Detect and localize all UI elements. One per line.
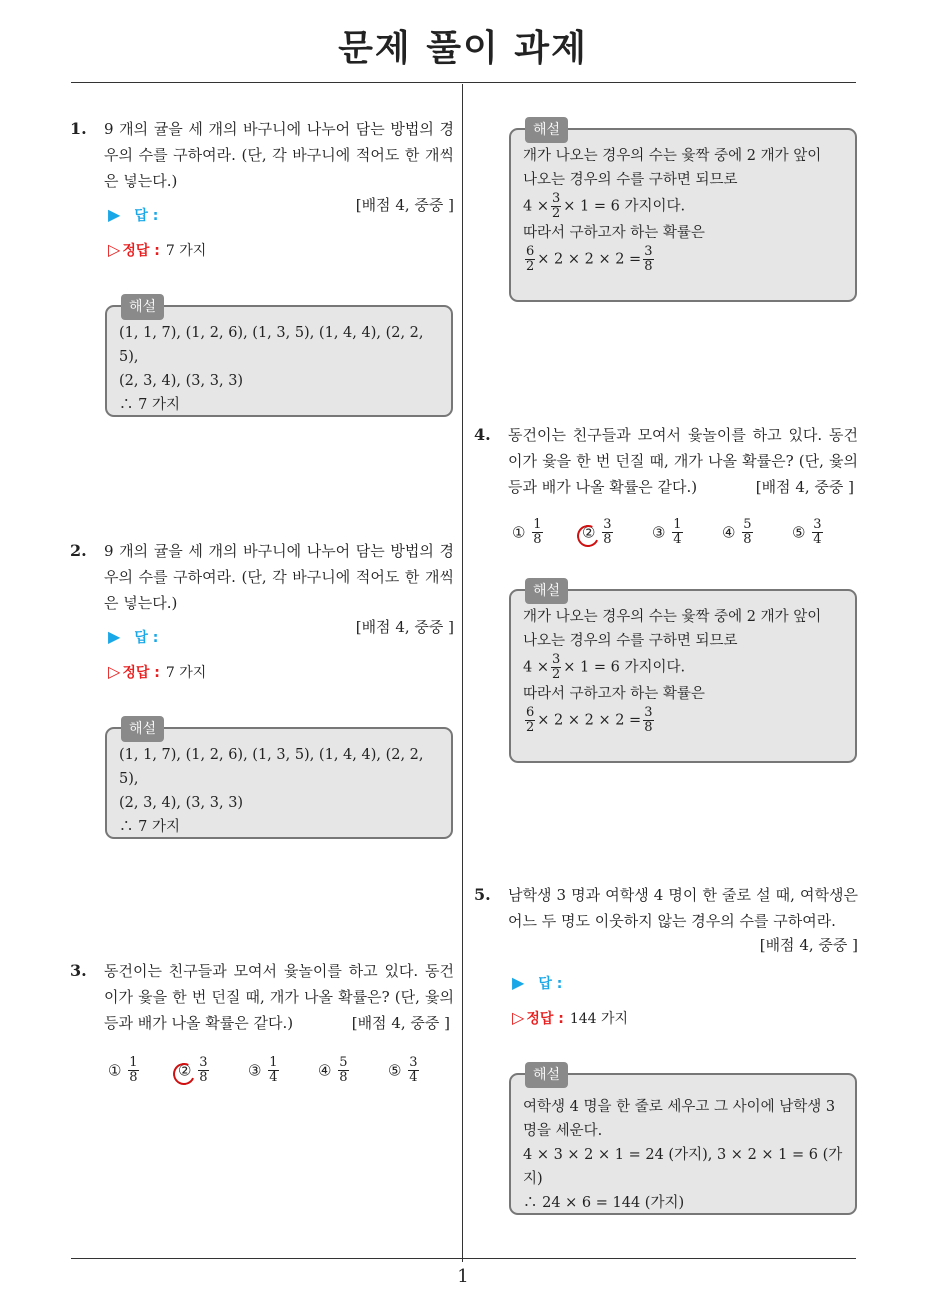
problem-number: 5.	[474, 885, 491, 904]
bottom-rule	[71, 1258, 856, 1259]
choice-5[interactable]: ⑤ $\frac{3}{4}$	[388, 1055, 418, 1085]
play-triangle-icon: ▶	[108, 205, 121, 224]
explanation-tag: 해설	[121, 294, 164, 320]
problem-text: 동건이는 친구들과 모여서 윷놀이를 하고 있다. 동건이가 윷을 한 번 던질 때, 개가 나올 확률은? (단, 윷의 등과 배가 나올 확률은 같다.)	[104, 962, 454, 1032]
explanation-tag: 해설	[525, 1062, 568, 1088]
problem-meta: [배점 4, 중중 ]	[355, 618, 454, 636]
answer-field[interactable]: ▶ 답 :	[512, 973, 563, 992]
problem-meta: [배점 4, 중중 ]	[755, 478, 854, 496]
correct-answer: ▷ 정답 : 7 가지	[108, 662, 207, 681]
selected-circle-mark	[574, 522, 602, 550]
choice-3[interactable]: ③ $\frac{1}{4}$	[652, 517, 682, 547]
problem-meta: [배점 4, 중중 ]	[355, 196, 454, 214]
explanation-box: 해설 (1, 1, 7), (1, 2, 6), (1, 3, 5), (1, 4, 4), (2, 2, 5), (2, 3, 4), (3, 3, 3) ∴ 7 가지	[105, 727, 453, 839]
problem-number: 1.	[70, 119, 87, 138]
explanation-tag: 해설	[525, 578, 568, 604]
explanation-box: 해설 개가 나오는 경우의 수는 윷짝 중에 2 개가 앞이 나오는 경우의 수를 구하면 되므로 4 × $\frac{3}{2}$ × 1 = 6 가지이다. 따라서 구하고자 하는 확률은 $\frac{6}{2}$ × 2 × 2 × 2 = $\frac{3}{8}$	[509, 589, 857, 763]
explanation-box: 해설 개가 나오는 경우의 수는 윷짝 중에 2 개가 앞이 나오는 경우의 수를 구하면 되므로 4 × $\frac{3}{2}$ × 1 = 6 가지이다. 따라서 구하고자 하는 확률은 $\frac{6}{2}$ × 2 × 2 × 2 = $\frac{3}{8}$	[509, 128, 857, 302]
play-triangle-icon: ▶	[512, 973, 525, 992]
problem-meta: [배점 4, 중중 ]	[759, 936, 858, 954]
outline-triangle-icon: ▷	[108, 240, 121, 259]
choice-2[interactable]: ② $\frac{3}{8}$	[582, 518, 615, 547]
outline-triangle-icon: ▷	[512, 1008, 525, 1027]
choice-2[interactable]: ② $\frac{3}{8}$	[178, 1056, 211, 1085]
play-triangle-icon: ▶	[108, 627, 121, 646]
page-title: 문제 풀이 과제	[338, 28, 588, 69]
choice-3[interactable]: ③ $\frac{1}{4}$	[248, 1055, 278, 1085]
outline-triangle-icon: ▷	[108, 662, 121, 681]
selected-circle-mark	[170, 1060, 198, 1088]
column-divider	[462, 84, 463, 1262]
explanation-box: 해설 (1, 1, 7), (1, 2, 6), (1, 3, 5), (1, 4, 4), (2, 2, 5), (2, 3, 4), (3, 3, 3) ∴ 7 가지	[105, 305, 453, 417]
correct-answer: ▷ 정답 : 7 가지	[108, 240, 207, 259]
choice-4[interactable]: ④ $\frac{5}{8}$	[318, 1055, 348, 1085]
explanation-box: 해설 여학생 4 명을 한 줄로 세우고 그 사이에 남학생 3 명을 세운다. 4 × 3 × 2 × 1 = 24 (가지), 3 × 2 × 1 = 6 (가지) ∴ 24 × 6 = 144 (가지)	[509, 1073, 857, 1215]
page-number: 1	[457, 1266, 469, 1287]
answer-field[interactable]: ▶ 답 :	[108, 627, 159, 646]
problem-text: 9 개의 귤을 세 개의 바구니에 나누어 담는 방법의 경우의 수를 구하여라. (단, 각 바구니에 적어도 한 개씩은 넣는다.) [배점 4, 중중 ]	[104, 538, 454, 640]
problem-number: 3.	[70, 961, 87, 980]
choice-1[interactable]: ① $\frac{1}{8}$	[108, 1055, 138, 1085]
problem-meta: [배점 4, 중중 ]	[351, 1014, 450, 1032]
problem-number: 4.	[474, 425, 491, 444]
problem-text: 동건이는 친구들과 모여서 윷놀이를 하고 있다. 동건이가 윷을 한 번 던질 때, 개가 나올 확률은? (단, 윷의 등과 배가 나올 확률은 같다.)	[508, 426, 858, 496]
top-rule	[71, 82, 856, 83]
explanation-tag: 해설	[121, 716, 164, 742]
choice-4[interactable]: ④ $\frac{5}{8}$	[722, 517, 752, 547]
choice-1[interactable]: ① $\frac{1}{8}$	[512, 517, 542, 547]
correct-answer: ▷ 정답 : 144 가지	[512, 1008, 629, 1027]
answer-field[interactable]: ▶ 답 :	[108, 205, 159, 224]
problem-text: 남학생 3 명과 여학생 4 명이 한 줄로 설 때, 여학생은 어느 두 명도 이웃하지 않는 경우의 수를 구하여라. [배점 4, 중중 ]	[508, 882, 858, 958]
choice-5[interactable]: ⑤ $\frac{3}{4}$	[792, 517, 822, 547]
problem-text: 9 개의 귤을 세 개의 바구니에 나누어 담는 방법의 경우의 수를 구하여라. (단, 각 바구니에 적어도 한 개씩은 넣는다.) [배점 4, 중중 ]	[104, 116, 454, 218]
explanation-tag: 해설	[525, 117, 568, 143]
problem-number: 2.	[70, 541, 87, 560]
